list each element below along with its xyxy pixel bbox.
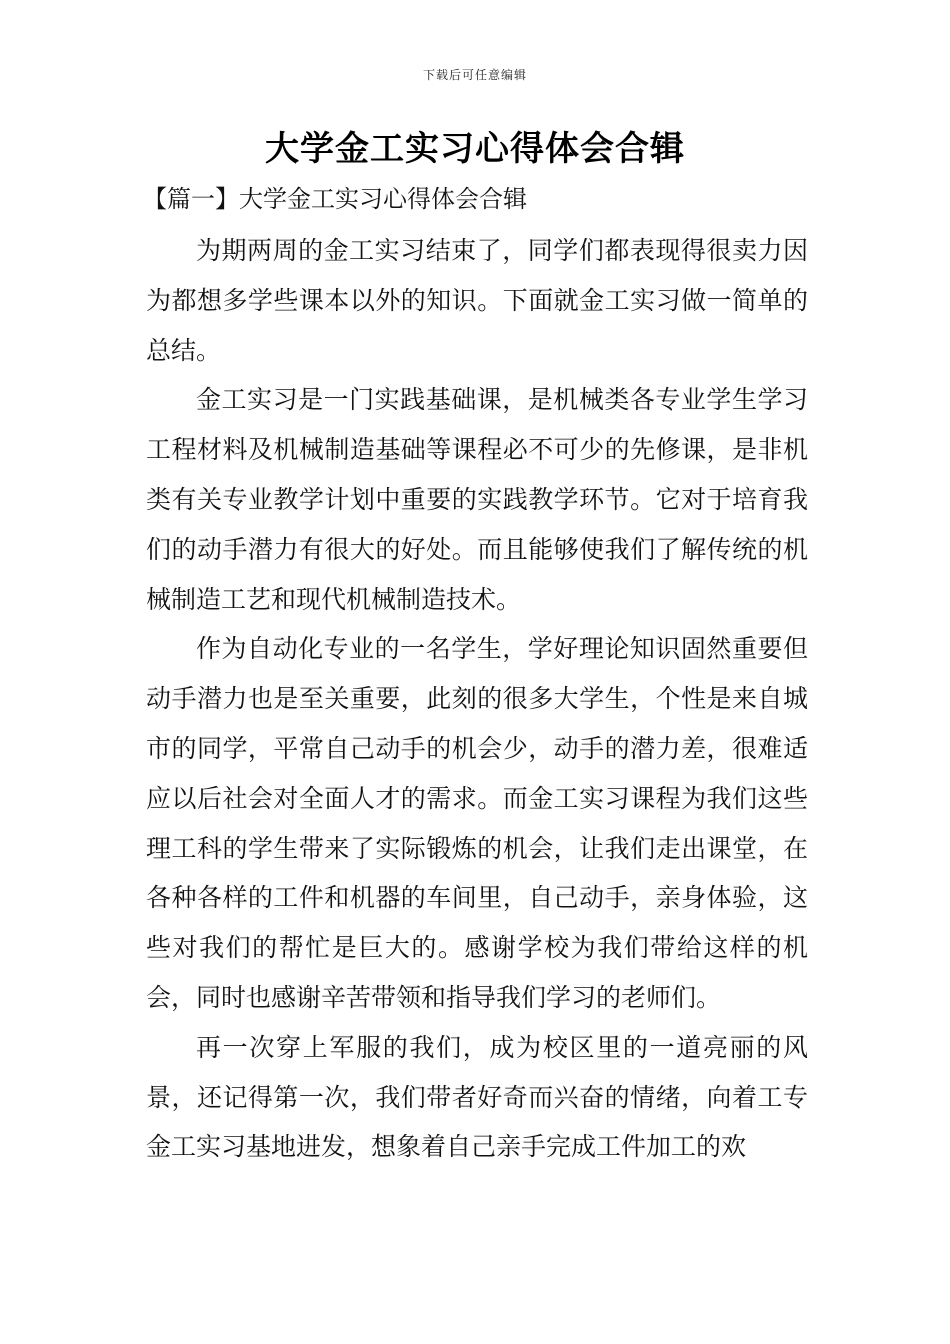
paragraph: 再一次穿上军服的我们，成为校区里的一道亮丽的风景，还记得第一次，我们带者好奇而兴奋的情绪，向着工专金工实习基地进发，想象着自己亲手完成工件加工的欢	[146, 1032, 808, 1162]
document-body	[146, 226, 808, 1172]
paragraph: 作为自动化专业的一名学生，学好理论知识固然重要但动手潜力也是至关重要，此刻的很多大学生，个性是来自城市的同学，平常自己动手的机会少，动手的潜力差，很难适应以后社会对全面人才的需求。而金工实习课程为我们这些理工科的学生带来了实际锻炼的机会，让我们走出课堂，在各种各样的工件和机器的车间里，自己动手，亲身体验，这些对我们的帮忙是巨大的。感谢学校为我们带给这样的机会，同时也感谢辛苦带领和指导我们学习的老师们。	[146, 634, 808, 1012]
paragraph: 为期两周的金工实习结束了，同学们都表现得很卖力因为都想多学些课本以外的知识。下面就金工实习做一简单的总结。	[146, 236, 808, 365]
section-heading: 【篇一】大学金工实习心得体会合辑	[143, 185, 527, 213]
header-note: 下载后可任意编辑	[422, 68, 527, 82]
document-title: 大学金工实习心得体会合辑	[265, 129, 685, 169]
paragraph: 金工实习是一门实践基础课，是机械类各专业学生学习工程材料及机械制造基础等课程必不可少的先修课，是非机类有关专业教学计划中重要的实践教学环节。它对于培育我们的动手潜力有很大的好处。而且能够使我们了解传统的机械制造工艺和现代机械制造技术。	[146, 385, 808, 614]
